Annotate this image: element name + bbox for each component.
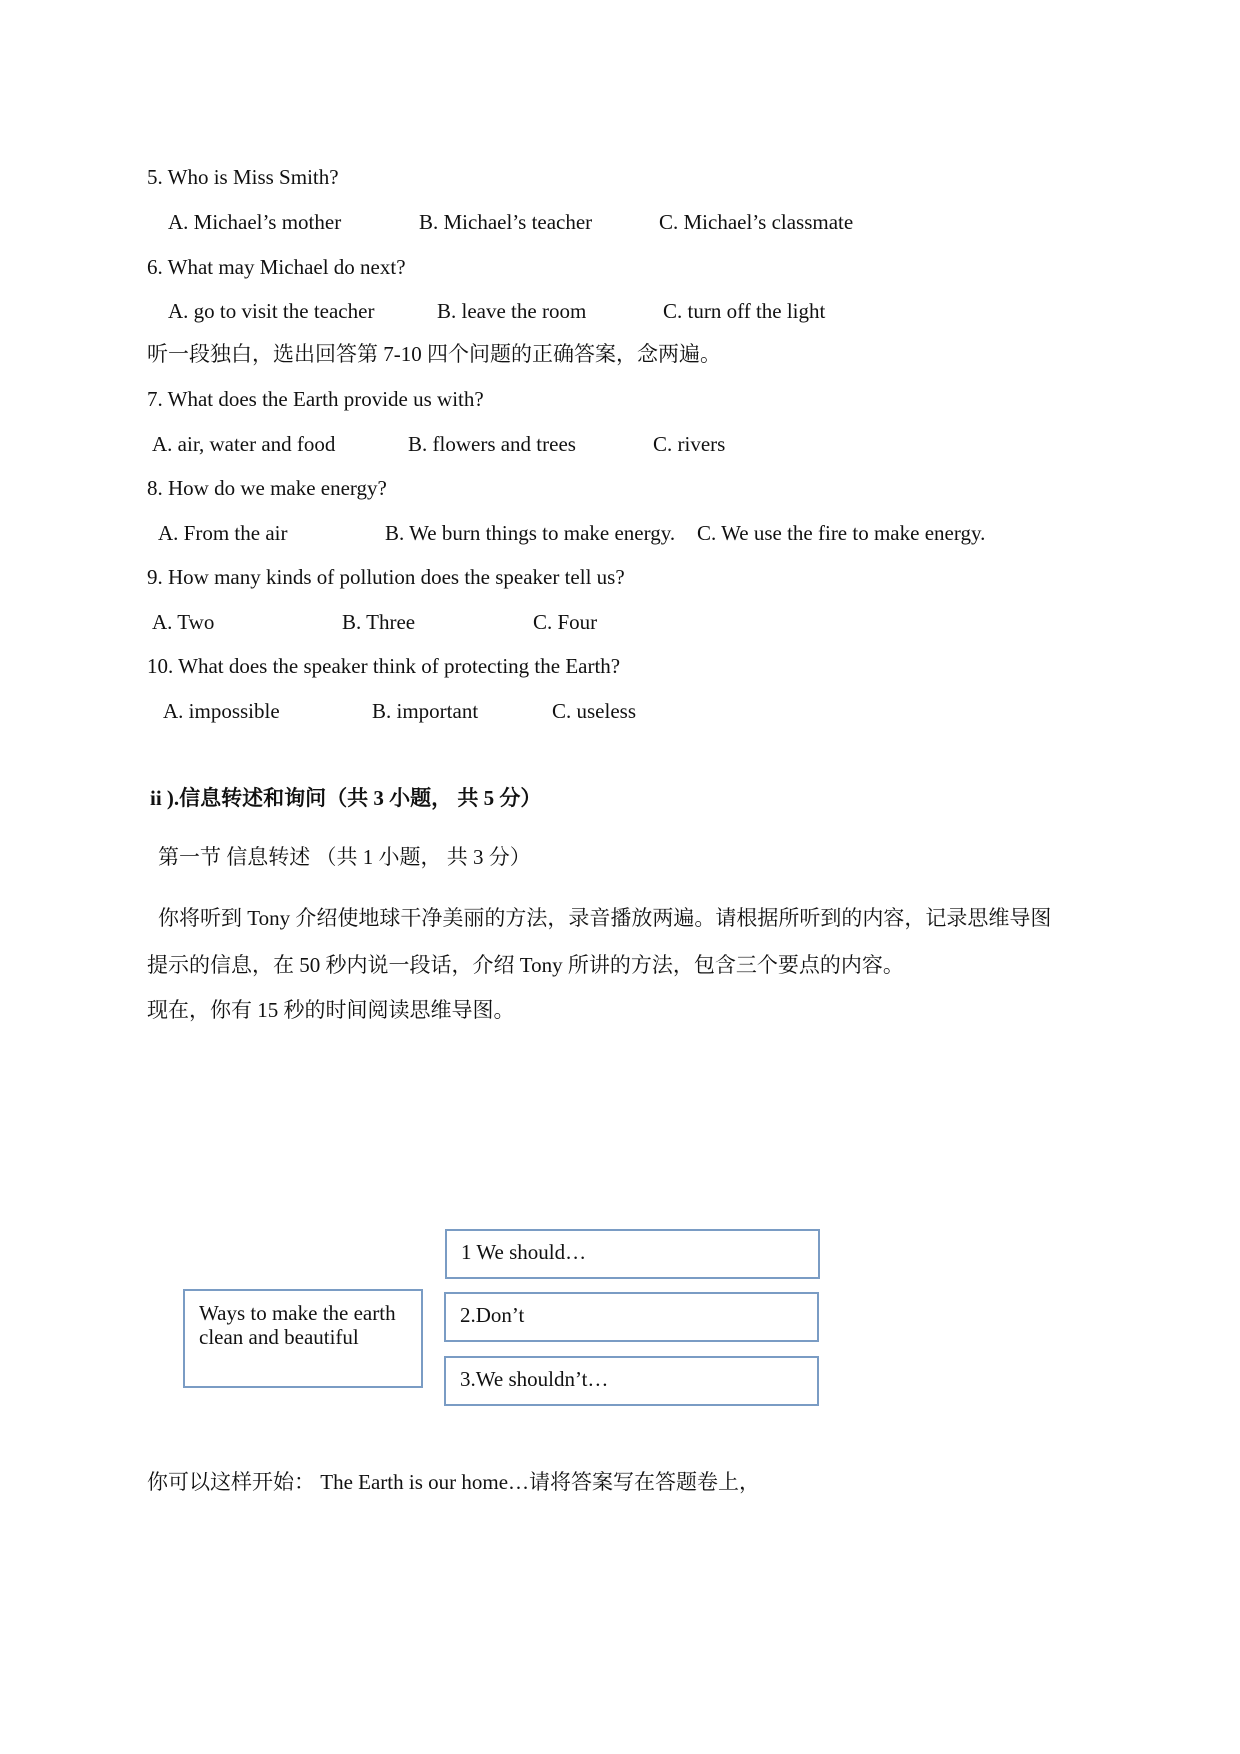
q10-option-c: C. useless <box>552 699 636 723</box>
mindmap-branch-3-text: 3.We shouldn’t… <box>460 1367 609 1391</box>
mindmap-branch-1 <box>445 1229 820 1279</box>
q6-option-b: B. leave the room <box>437 299 587 323</box>
q6-option-a: A. go to visit the teacher <box>168 299 375 323</box>
task-text-1: 你将听到 Tony 介绍使地球干净美丽的方法，录音播放两遍。请根据所听到的内容，记录思维导图 <box>158 906 1052 930</box>
q7-option-a: A. air, water and food <box>152 432 336 456</box>
question-8: 8. How do we make energy? <box>147 476 387 500</box>
monologue-instruction: 听一段独白，选出回答第 7-10 四个问题的正确答案，念两遍。 <box>147 342 721 366</box>
mindmap-center-box <box>183 1289 423 1388</box>
q9-option-b: B. Three <box>342 610 416 634</box>
q8-option-c: C. We use the fire to make energy. <box>697 521 986 545</box>
q8-option-b: B. We burn things to make energy. <box>385 521 676 545</box>
mindmap-branch-2 <box>444 1292 819 1342</box>
question-9: 9. How many kinds of pollution does the speaker tell us? <box>147 565 625 589</box>
q9-option-c: C. Four <box>533 610 598 634</box>
task-text-2: 提示的信息，在 50 秒内说一段话，介绍 Tony 所讲的方法，包含三个要点的内容。 <box>147 953 904 977</box>
question-6: 6. What may Michael do next? <box>147 255 406 279</box>
section-heading: ii ).信息转述和询问（共 3 小题， 共 5 分） <box>150 786 542 810</box>
task-text-3: 现在，你有 15 秒的时间阅读思维导图。 <box>147 998 515 1022</box>
mindmap-branch-2-text: 2.Don’t <box>460 1303 525 1327</box>
q5-option-c: C. Michael’s classmate <box>659 210 854 234</box>
q10-option-b: B. important <box>372 699 479 723</box>
q7-option-c: C. rivers <box>653 432 726 456</box>
q7-option-b: B. flowers and trees <box>408 432 576 456</box>
question-10: 10. What does the speaker think of protecting the Earth? <box>147 654 621 678</box>
mindmap-branch-3 <box>444 1356 819 1406</box>
mindmap-branch-1-text: 1 We should… <box>461 1240 587 1264</box>
q10-option-a: A. impossible <box>163 699 280 723</box>
q5-option-a: A. Michael’s mother <box>168 210 342 234</box>
q6-option-c: C. turn off the light <box>663 299 826 323</box>
q5-option-b: B. Michael’s teacher <box>419 210 593 234</box>
question-7: 7. What does the Earth provide us with? <box>147 387 484 411</box>
q8-option-a: A. From the air <box>158 521 288 545</box>
subsection-heading: 第一节 信息转述 （共 1 小题， 共 3 分） <box>158 845 531 869</box>
question-5: 5. Who is Miss Smith? <box>147 165 339 189</box>
mindmap-center-text: Ways to make the earth clean and beautiful <box>199 1301 396 1350</box>
closing-text: 你可以这样开始： The Earth is our home…请将答案写在答题卷上， <box>147 1470 761 1494</box>
q9-option-a: A. Two <box>152 610 215 634</box>
